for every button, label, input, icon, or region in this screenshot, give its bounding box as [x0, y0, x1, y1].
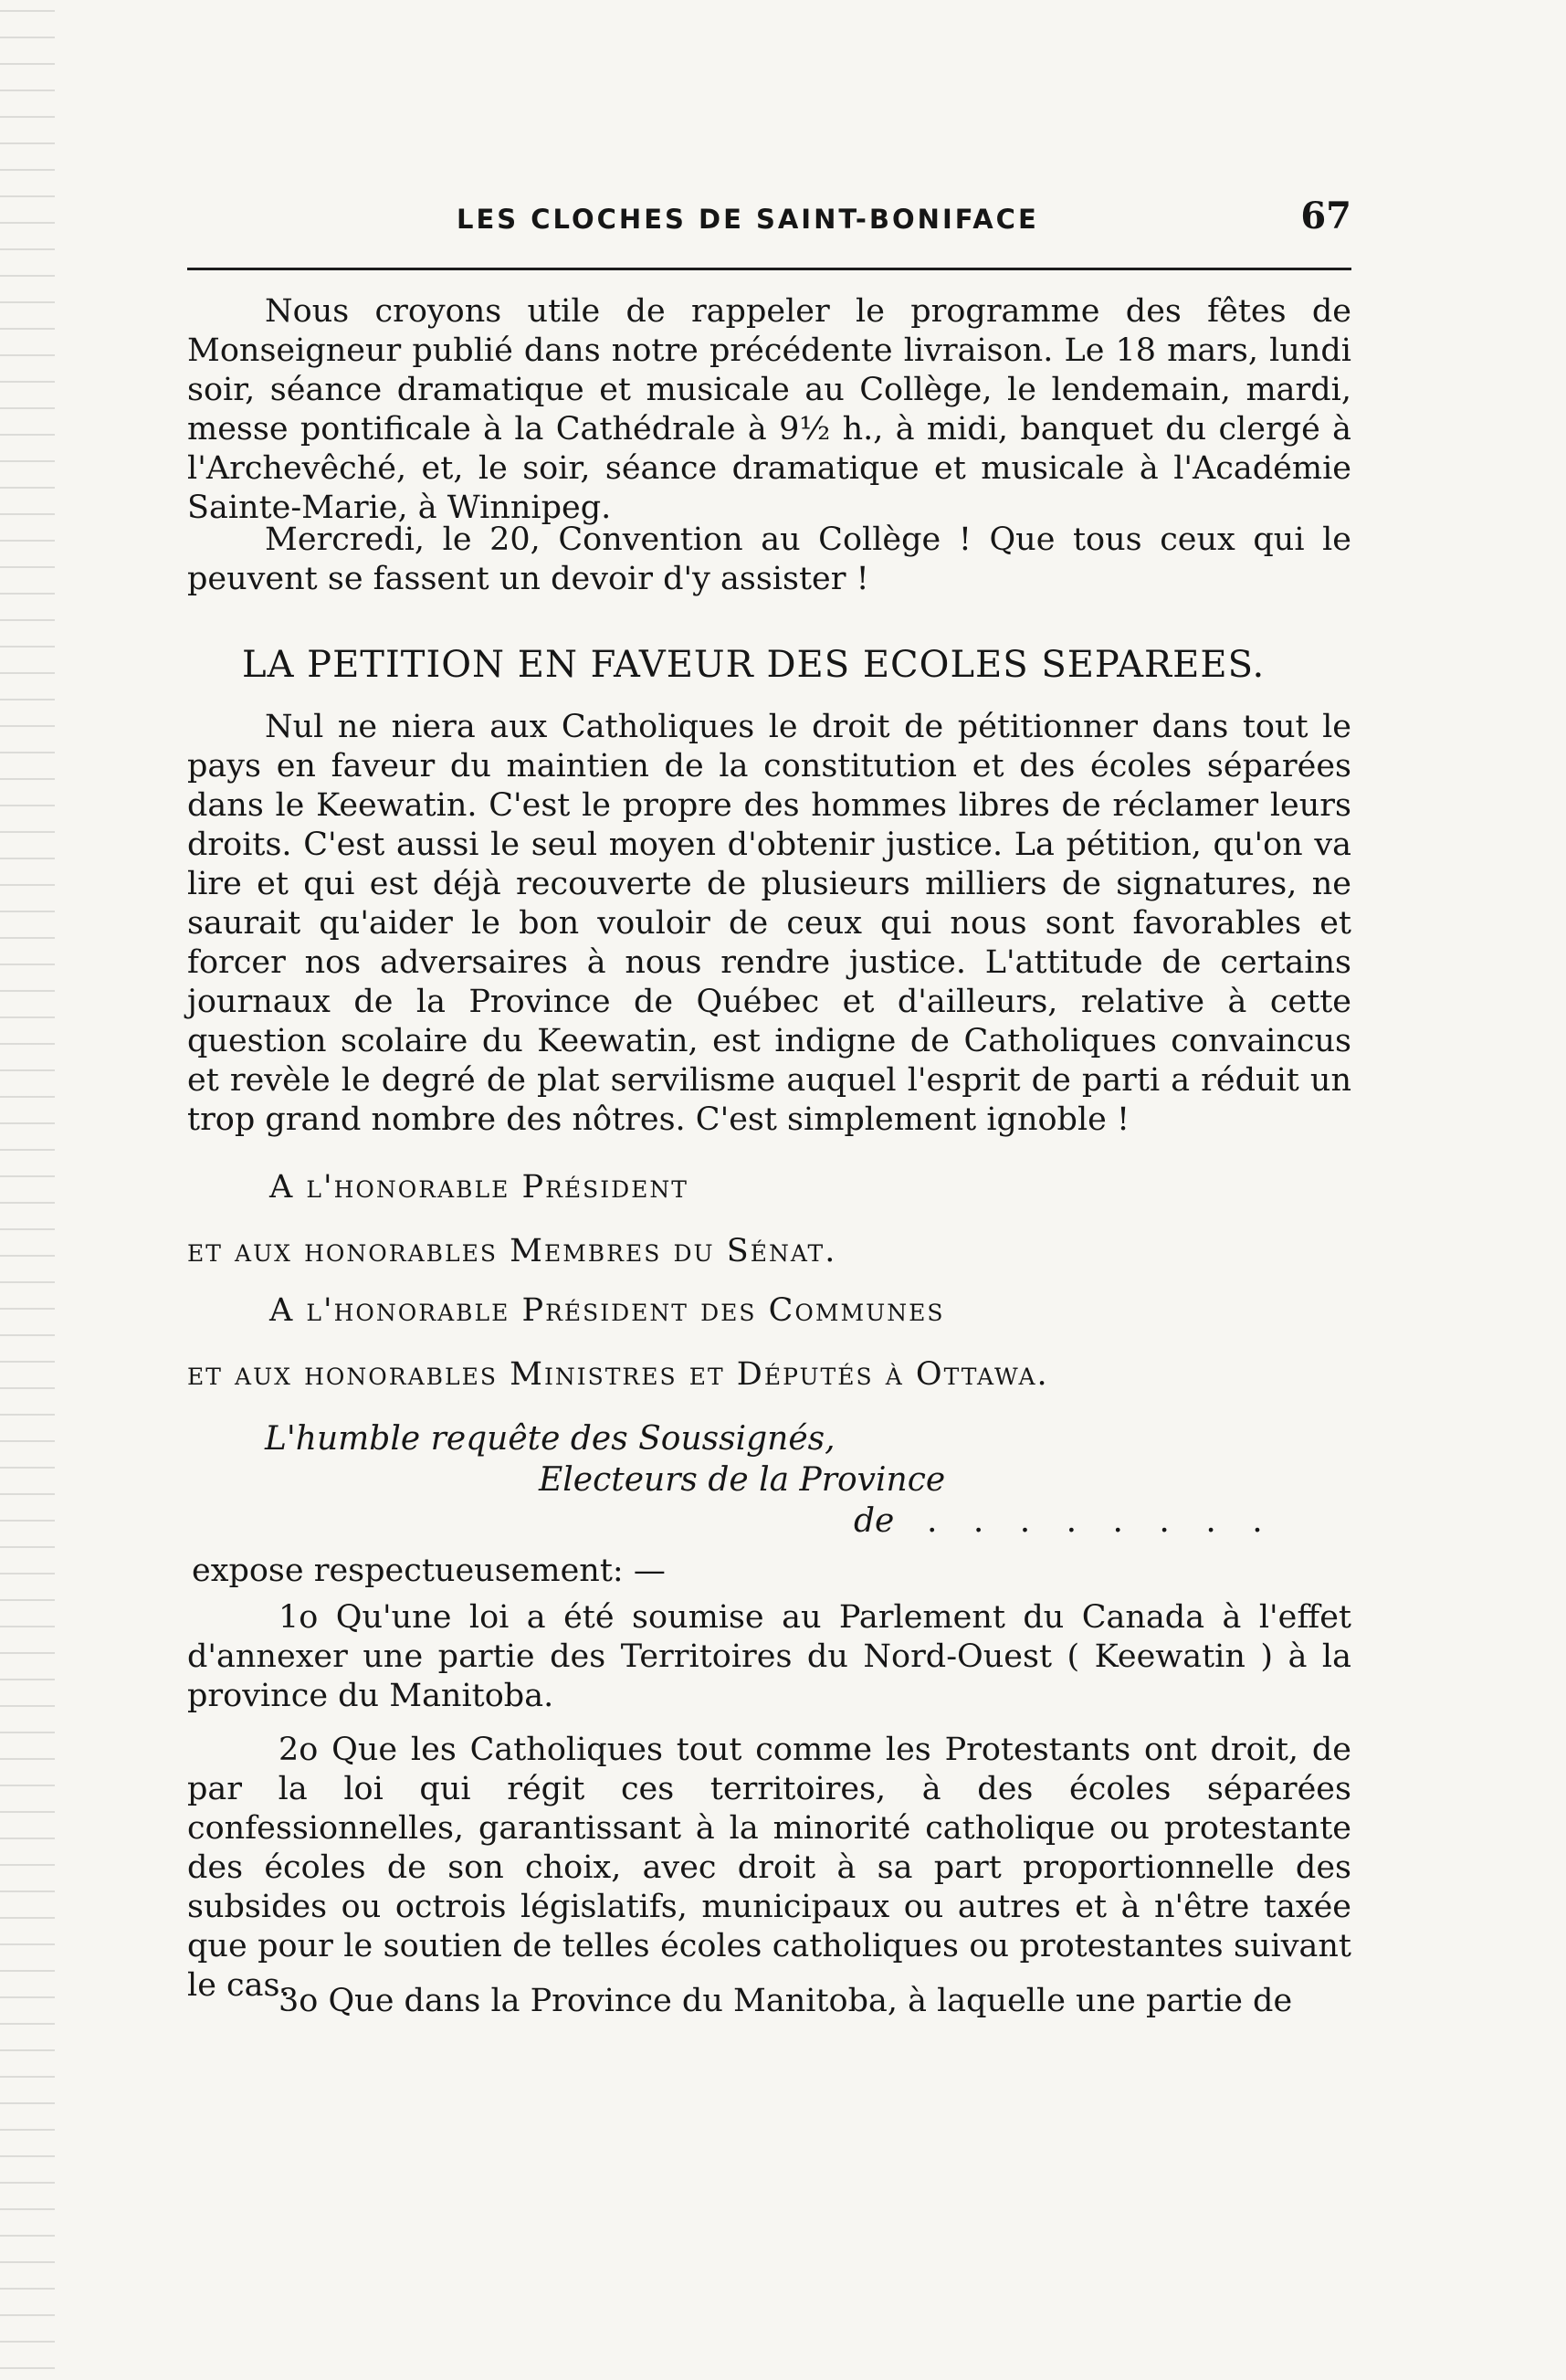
- address-line-1: A l'honorable Président: [269, 1169, 688, 1206]
- paragraph-convention: Mercredi, le 20, Convention au Collège ! Que tous ceux qui le peuvent se fassent un devoir d'y assister !: [187, 521, 1351, 597]
- header-rule: [187, 268, 1351, 270]
- running-head: LES CLOCHES DE SAINT-BONIFACE: [457, 204, 1039, 235]
- paragraph-petition-intro: Nul ne niera aux Catholiques le droit de pétitionner dans tout le pays en faveur du maintien de la constitution et des écoles séparées dans le Keewatin. C'est le propre des hommes libres de réclamer leurs droits. C'est aussi le seul moyen d'obtenir justice. La pétition, qu'on va lire et qui est déjà recouverte de plusieurs milliers de signatures, ne saurait qu'aider le bon vouloir de ceux qui nous sont favorables et forcer nos adversaires à nous rendre justice. L'attitude de certains journaux de la Province de Québec et d'ailleurs, relative à cette question scolaire du Keewatin, est indigne de Catholiques convaincus et revèle le degré de plat servilisme auquel l'esprit de parti a réduit un trop grand nombre des nôtres. C'est simplement ignoble !: [187, 709, 1351, 1138]
- expose-line: expose respectueusement: —: [192, 1553, 666, 1589]
- address-line-4: et aux honorables Ministres et Députés à Ottawa.: [187, 1356, 1049, 1393]
- address-line-3: A l'honorable Président des Communes: [269, 1292, 945, 1329]
- page-edge-scan-noise: [0, 0, 55, 2380]
- address-line-2: et aux honorables Membres du Sénat.: [187, 1233, 837, 1269]
- paragraph-program: Nous croyons utile de rappeler le programme des fêtes de Monseigneur publié dans notre précédente livraison. Le 18 mars, lundi soir, séance dramatique et musicale au Collège, le lendemain, mardi, messe pontificale à la Cathédrale à 9½ h., à midi, banquet du clergé à l'Archevêché, et, le soir, séance dramatique et musicale à l'Académie Sainte-Marie, à Winnipeg.: [187, 293, 1351, 526]
- page-number: 67: [1300, 195, 1351, 237]
- petition-point-2: 2o Que les Catholiques tout comme les Protestants ont droit, de par la loi qui régit ces territoires, à des écoles séparées confessionnelles, garantissant à la minorité catholique ou protestante des écoles de son choix, avec droit à sa part proportionnelle des subsides ou octrois législatifs, municipaux ou autres et à n'être taxée que pour le soutien de telles écoles catholiques ou protestantes suivant le cas.: [187, 1732, 1351, 2004]
- petition-point-1: 1o Qu'une loi a été soumise au Parlement du Canada à l'effet d'annexer une partie des Territoires du Nord-Ouest ( Keewatin ) à la province du Manitoba.: [187, 1599, 1351, 1714]
- section-title: LA PETITION EN FAVEUR DES ECOLES SEPAREES.: [242, 644, 1266, 686]
- petition-point-3: 3o Que dans la Province du Manitoba, à laquelle une partie de: [279, 1983, 1293, 2019]
- page-header: [183, 195, 1351, 249]
- request-line-3: de: [854, 1502, 895, 1540]
- request-dots: . . . . . . . .: [927, 1502, 1276, 1540]
- request-line-2: Electeurs de la Province: [539, 1461, 946, 1499]
- request-line-1: L'humble requête des Soussignés,: [265, 1420, 836, 1458]
